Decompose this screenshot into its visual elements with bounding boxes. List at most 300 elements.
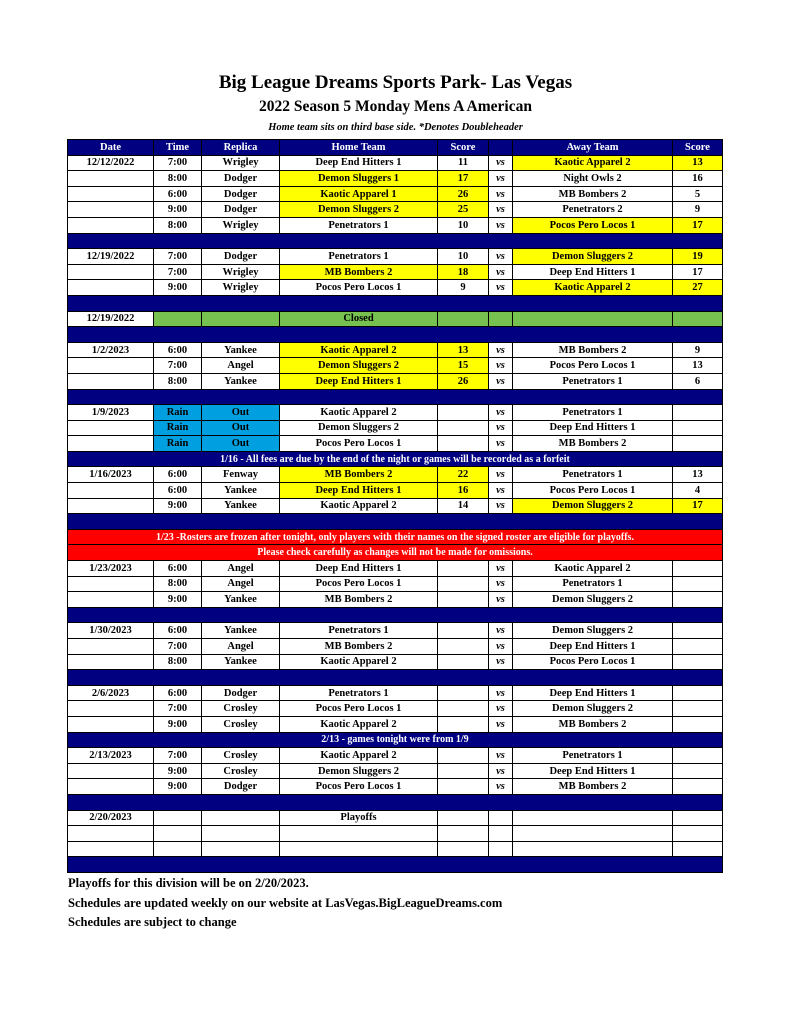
- table-row: [68, 498, 723, 514]
- replica-cell: Crosley: [202, 763, 280, 779]
- home-score-cell: [438, 436, 489, 452]
- away-score-cell: [673, 405, 723, 421]
- replica-cell: Wrigley: [202, 155, 280, 171]
- out-cell: Out: [202, 405, 280, 421]
- col-home-score: Score: [438, 140, 489, 156]
- table-row: [68, 685, 723, 701]
- table-row: [68, 716, 723, 732]
- away-team-cell: Pocos Pero Locos 1: [513, 358, 673, 374]
- away-score-cell: [673, 685, 723, 701]
- vs-cell: vs: [489, 171, 513, 187]
- table-row: [68, 373, 723, 389]
- time-cell: 6:00: [154, 685, 202, 701]
- away-team-cell: Deep End Hitters 1: [513, 639, 673, 655]
- home-score-cell: [438, 420, 489, 436]
- home-score-cell: 26: [438, 373, 489, 389]
- table-row: [68, 171, 723, 187]
- home-team-cell: Penetrators 1: [280, 217, 438, 233]
- table-row: [68, 342, 723, 358]
- date-cell: 1/16/2023: [68, 467, 154, 483]
- replica-cell: Wrigley: [202, 217, 280, 233]
- home-team-cell: Pocos Pero Locos 1: [280, 779, 438, 795]
- time-cell: 6:00: [154, 483, 202, 499]
- time-cell: 7:00: [154, 639, 202, 655]
- away-score-cell: [673, 701, 723, 717]
- separator-row: [68, 389, 723, 405]
- away-team-cell: Pocos Pero Locos 1: [513, 217, 673, 233]
- replica-cell: Angel: [202, 576, 280, 592]
- replica-cell: Dodger: [202, 171, 280, 187]
- away-team-cell: Kaotic Apparel 2: [513, 155, 673, 171]
- replica-cell: Angel: [202, 639, 280, 655]
- away-team-cell: Penetrators 1: [513, 748, 673, 764]
- date-cell: [68, 483, 154, 499]
- vs-cell: vs: [489, 716, 513, 732]
- vs-cell: vs: [489, 249, 513, 265]
- vs-cell: vs: [489, 358, 513, 374]
- separator-row: [68, 233, 723, 249]
- page-title: Big League Dreams Sports Park- Las Vegas: [218, 72, 573, 93]
- separator-row: [68, 857, 723, 873]
- home-team-cell: Kaotic Apparel 2: [280, 716, 438, 732]
- page-subtitle: 2022 Season 5 Monday Mens A American: [259, 98, 532, 115]
- home-team-cell: Deep End Hitters 1: [280, 155, 438, 171]
- away-team-cell: MB Bombers 2: [513, 186, 673, 202]
- fees-notice: 1/16 - All fees are due by the end of the night or games will be recorded as a forfeit: [68, 451, 723, 467]
- time-cell: 7:00: [154, 155, 202, 171]
- vs-cell: vs: [489, 748, 513, 764]
- out-cell: Out: [202, 436, 280, 452]
- vs-cell: vs: [489, 561, 513, 577]
- away-score-cell: 17: [673, 217, 723, 233]
- table-row: [68, 186, 723, 202]
- table-row: [68, 436, 723, 452]
- away-score-cell: [673, 716, 723, 732]
- time-cell: 7:00: [154, 748, 202, 764]
- away-team-cell: Penetrators 1: [513, 373, 673, 389]
- home-score-cell: 11: [438, 155, 489, 171]
- roster-notice-row: [68, 529, 723, 545]
- home-score-cell: 14: [438, 498, 489, 514]
- away-score-cell: 19: [673, 249, 723, 265]
- col-date: Date: [68, 140, 154, 156]
- vs-cell: vs: [489, 685, 513, 701]
- header-row: [68, 140, 723, 156]
- home-score-cell: 26: [438, 186, 489, 202]
- home-team-cell: Demon Sluggers 2: [280, 358, 438, 374]
- replica-cell: Wrigley: [202, 264, 280, 280]
- home-team-cell: Pocos Pero Locos 1: [280, 576, 438, 592]
- away-team-cell: Deep End Hitters 1: [513, 685, 673, 701]
- vs-cell: vs: [489, 280, 513, 296]
- table-row: [68, 639, 723, 655]
- home-score-cell: 17: [438, 171, 489, 187]
- roster-notice-line1: 1/23 -Rosters are frozen after tonight, only players with their names on the signed roster are eligible for playoffs.: [68, 529, 723, 545]
- table-row: [68, 483, 723, 499]
- home-team-cell: Penetrators 1: [280, 623, 438, 639]
- home-score-cell: 10: [438, 249, 489, 265]
- table-row: [68, 358, 723, 374]
- home-team-cell: MB Bombers 2: [280, 264, 438, 280]
- replica-cell: Crosley: [202, 716, 280, 732]
- vs-cell: vs: [489, 639, 513, 655]
- table-row: [68, 826, 723, 842]
- date-cell: [68, 654, 154, 670]
- separator-row: [68, 794, 723, 810]
- away-score-cell: 5: [673, 186, 723, 202]
- replica-cell: Wrigley: [202, 280, 280, 296]
- away-team-cell: Deep End Hitters 1: [513, 420, 673, 436]
- replica-cell: Dodger: [202, 202, 280, 218]
- home-team-cell: Deep End Hitters 1: [280, 373, 438, 389]
- home-score-cell: 25: [438, 202, 489, 218]
- home-score-cell: [438, 561, 489, 577]
- separator-row: [68, 607, 723, 623]
- home-score-cell: [438, 716, 489, 732]
- home-score-cell: 18: [438, 264, 489, 280]
- replica-cell: Crosley: [202, 701, 280, 717]
- col-replica: Replica: [202, 140, 280, 156]
- away-score-cell: [673, 420, 723, 436]
- vs-cell: vs: [489, 373, 513, 389]
- rain-cell: Rain: [154, 436, 202, 452]
- vs-cell: vs: [489, 483, 513, 499]
- time-cell: 7:00: [154, 264, 202, 280]
- away-team-cell: Demon Sluggers 2: [513, 249, 673, 265]
- away-score-cell: [673, 639, 723, 655]
- home-score-cell: 22: [438, 467, 489, 483]
- away-score-cell: [673, 561, 723, 577]
- home-team-cell: Penetrators 1: [280, 685, 438, 701]
- time-cell: 6:00: [154, 186, 202, 202]
- rain-cell: Rain: [154, 405, 202, 421]
- away-score-cell: [673, 436, 723, 452]
- away-team-cell: MB Bombers 2: [513, 716, 673, 732]
- home-team-cell: Demon Sluggers 1: [280, 171, 438, 187]
- table-row: [68, 592, 723, 608]
- table-row: [68, 155, 723, 171]
- table-row: [68, 217, 723, 233]
- vs-cell: vs: [489, 436, 513, 452]
- home-team-cell: Kaotic Apparel 2: [280, 748, 438, 764]
- vs-cell: vs: [489, 186, 513, 202]
- away-team-cell: Demon Sluggers 2: [513, 623, 673, 639]
- date-cell: 1/30/2023: [68, 623, 154, 639]
- time-cell: 6:00: [154, 623, 202, 639]
- away-score-cell: [673, 763, 723, 779]
- replica-cell: Yankee: [202, 342, 280, 358]
- time-cell: 8:00: [154, 654, 202, 670]
- date-cell: 1/2/2023: [68, 342, 154, 358]
- replica-cell: Fenway: [202, 467, 280, 483]
- separator-row: [68, 327, 723, 343]
- vs-cell: vs: [489, 342, 513, 358]
- time-cell: 9:00: [154, 498, 202, 514]
- home-team-cell: Deep End Hitters 1: [280, 561, 438, 577]
- feb13-notice-row: [68, 732, 723, 748]
- date-cell: [68, 264, 154, 280]
- out-cell: Out: [202, 420, 280, 436]
- away-score-cell: 27: [673, 280, 723, 296]
- away-team-cell: Penetrators 1: [513, 467, 673, 483]
- footer-website-note: Schedules are updated weekly on our website at LasVegas.BigLeagueDreams.com: [68, 896, 503, 910]
- vs-cell: vs: [489, 420, 513, 436]
- vs-cell: vs: [489, 498, 513, 514]
- away-score-cell: 9: [673, 342, 723, 358]
- table-row: [68, 249, 723, 265]
- date-cell: 2/6/2023: [68, 685, 154, 701]
- footer-change-note: Schedules are subject to change: [68, 915, 237, 929]
- date-cell: 2/13/2023: [68, 748, 154, 764]
- table-row: [68, 654, 723, 670]
- col-home-team: Home Team: [280, 140, 438, 156]
- date-cell: [68, 420, 154, 436]
- away-team-cell: MB Bombers 2: [513, 436, 673, 452]
- date-cell: [68, 373, 154, 389]
- home-team-cell: Pocos Pero Locos 1: [280, 436, 438, 452]
- separator-row: [68, 670, 723, 686]
- home-team-cell: Kaotic Apparel 1: [280, 186, 438, 202]
- home-team-cell: Demon Sluggers 2: [280, 763, 438, 779]
- table-row: [68, 779, 723, 795]
- away-score-cell: 13: [673, 358, 723, 374]
- time-cell: 9:00: [154, 763, 202, 779]
- date-cell: [68, 592, 154, 608]
- home-team-note: Home team sits on third base side. *Denotes Doubleheader: [268, 122, 523, 133]
- home-score-cell: 10: [438, 217, 489, 233]
- table-row: [68, 202, 723, 218]
- time-cell: 9:00: [154, 202, 202, 218]
- away-team-cell: Night Owls 2: [513, 171, 673, 187]
- away-team-cell: Demon Sluggers 2: [513, 498, 673, 514]
- away-team-cell: MB Bombers 2: [513, 779, 673, 795]
- vs-cell: vs: [489, 701, 513, 717]
- time-cell: 9:00: [154, 779, 202, 795]
- home-score-cell: [438, 639, 489, 655]
- time-cell: 8:00: [154, 171, 202, 187]
- vs-cell: vs: [489, 467, 513, 483]
- playoffs-label: Playoffs: [280, 810, 438, 826]
- date-cell: [68, 202, 154, 218]
- date-cell: 12/19/2022: [68, 249, 154, 265]
- table-row: [68, 623, 723, 639]
- date-cell: 12/19/2022: [68, 311, 154, 327]
- col-away-team: Away Team: [513, 140, 673, 156]
- time-cell: 6:00: [154, 342, 202, 358]
- home-team-cell: Pocos Pero Locos 1: [280, 280, 438, 296]
- roster-notice-row: [68, 545, 723, 561]
- time-cell: 6:00: [154, 561, 202, 577]
- date-cell: [68, 217, 154, 233]
- table-row: [68, 701, 723, 717]
- table-row: [68, 467, 723, 483]
- home-team-cell: MB Bombers 2: [280, 467, 438, 483]
- away-team-cell: Demon Sluggers 2: [513, 592, 673, 608]
- vs-cell: vs: [489, 763, 513, 779]
- date-cell: [68, 716, 154, 732]
- home-score-cell: [438, 592, 489, 608]
- away-score-cell: [673, 623, 723, 639]
- away-score-cell: 9: [673, 202, 723, 218]
- away-score-cell: 17: [673, 264, 723, 280]
- home-team-cell: Demon Sluggers 2: [280, 420, 438, 436]
- table-row: [68, 748, 723, 764]
- home-team-cell: Kaotic Apparel 2: [280, 498, 438, 514]
- table-row: [68, 264, 723, 280]
- away-score-cell: 17: [673, 498, 723, 514]
- home-team-cell: Kaotic Apparel 2: [280, 342, 438, 358]
- rain-cell: Rain: [154, 420, 202, 436]
- away-team-cell: Penetrators 2: [513, 202, 673, 218]
- replica-cell: Dodger: [202, 779, 280, 795]
- home-team-cell: Deep End Hitters 1: [280, 483, 438, 499]
- home-team-cell: MB Bombers 2: [280, 592, 438, 608]
- replica-cell: Yankee: [202, 498, 280, 514]
- home-score-cell: 15: [438, 358, 489, 374]
- time-cell: 8:00: [154, 217, 202, 233]
- date-cell: [68, 779, 154, 795]
- date-cell: [68, 186, 154, 202]
- away-score-cell: 16: [673, 171, 723, 187]
- away-team-cell: Pocos Pero Locos 1: [513, 483, 673, 499]
- time-cell: 8:00: [154, 576, 202, 592]
- date-cell: [68, 498, 154, 514]
- away-score-cell: 4: [673, 483, 723, 499]
- away-score-cell: 13: [673, 155, 723, 171]
- home-team-cell: Demon Sluggers 2: [280, 202, 438, 218]
- closed-label: Closed: [280, 311, 438, 327]
- replica-cell: Angel: [202, 358, 280, 374]
- roster-notice-line2: Please check carefully as changes will not be made for omissions.: [68, 545, 723, 561]
- col-away-score: Score: [673, 140, 723, 156]
- schedule-table: [67, 139, 723, 873]
- date-cell: [68, 280, 154, 296]
- home-score-cell: [438, 779, 489, 795]
- home-score-cell: [438, 576, 489, 592]
- date-cell: 1/9/2023: [68, 405, 154, 421]
- home-team-cell: Kaotic Apparel 2: [280, 654, 438, 670]
- home-score-cell: 13: [438, 342, 489, 358]
- replica-cell: Dodger: [202, 186, 280, 202]
- replica-cell: Dodger: [202, 685, 280, 701]
- date-cell: [68, 436, 154, 452]
- table-row: [68, 841, 723, 857]
- table-row: [68, 280, 723, 296]
- separator-row: [68, 295, 723, 311]
- replica-cell: Crosley: [202, 748, 280, 764]
- away-team-cell: Kaotic Apparel 2: [513, 561, 673, 577]
- date-cell: [68, 763, 154, 779]
- vs-cell: vs: [489, 264, 513, 280]
- home-score-cell: 9: [438, 280, 489, 296]
- home-score-cell: [438, 763, 489, 779]
- home-score-cell: [438, 654, 489, 670]
- table-row: [68, 561, 723, 577]
- away-score-cell: [673, 748, 723, 764]
- home-team-cell: MB Bombers 2: [280, 639, 438, 655]
- replica-cell: Yankee: [202, 623, 280, 639]
- replica-cell: Yankee: [202, 592, 280, 608]
- closed-row: [68, 311, 723, 327]
- time-cell: 6:00: [154, 467, 202, 483]
- home-team-cell: Pocos Pero Locos 1: [280, 701, 438, 717]
- fees-notice-row: [68, 451, 723, 467]
- away-score-cell: [673, 779, 723, 795]
- time-cell: 9:00: [154, 592, 202, 608]
- col-time: Time: [154, 140, 202, 156]
- time-cell: 8:00: [154, 373, 202, 389]
- vs-cell: vs: [489, 623, 513, 639]
- away-score-cell: 13: [673, 467, 723, 483]
- home-team-cell: Kaotic Apparel 2: [280, 405, 438, 421]
- table-row: [68, 763, 723, 779]
- footer-playoffs-note: Playoffs for this division will be on 2/20/2023.: [68, 876, 309, 890]
- vs-cell: vs: [489, 202, 513, 218]
- table-row: [68, 405, 723, 421]
- date-cell: [68, 701, 154, 717]
- separator-row: [68, 514, 723, 530]
- away-team-cell: Pocos Pero Locos 1: [513, 654, 673, 670]
- away-team-cell: Penetrators 1: [513, 405, 673, 421]
- date-cell: [68, 171, 154, 187]
- home-score-cell: [438, 623, 489, 639]
- col-vs: [489, 140, 513, 156]
- date-cell: [68, 576, 154, 592]
- replica-cell: Angel: [202, 561, 280, 577]
- away-team-cell: Deep End Hitters 1: [513, 763, 673, 779]
- date-cell: [68, 639, 154, 655]
- away-score-cell: [673, 654, 723, 670]
- table-row: [68, 576, 723, 592]
- date-cell: 1/23/2023: [68, 561, 154, 577]
- vs-cell: vs: [489, 592, 513, 608]
- home-score-cell: [438, 405, 489, 421]
- vs-cell: vs: [489, 405, 513, 421]
- time-cell: 7:00: [154, 358, 202, 374]
- home-score-cell: [438, 701, 489, 717]
- replica-cell: Yankee: [202, 373, 280, 389]
- vs-cell: vs: [489, 155, 513, 171]
- away-score-cell: [673, 576, 723, 592]
- away-team-cell: Kaotic Apparel 2: [513, 280, 673, 296]
- date-cell: 12/12/2022: [68, 155, 154, 171]
- time-cell: 7:00: [154, 249, 202, 265]
- away-score-cell: 6: [673, 373, 723, 389]
- feb13-notice: 2/13 - games tonight were from 1/9: [68, 732, 723, 748]
- date-cell: [68, 358, 154, 374]
- away-team-cell: Deep End Hitters 1: [513, 264, 673, 280]
- table-row: [68, 420, 723, 436]
- away-team-cell: Penetrators 1: [513, 576, 673, 592]
- home-team-cell: Penetrators 1: [280, 249, 438, 265]
- replica-cell: Dodger: [202, 249, 280, 265]
- home-score-cell: [438, 748, 489, 764]
- away-score-cell: [673, 592, 723, 608]
- home-score-cell: 16: [438, 483, 489, 499]
- replica-cell: Yankee: [202, 483, 280, 499]
- vs-cell: vs: [489, 779, 513, 795]
- time-cell: 9:00: [154, 716, 202, 732]
- date-cell: 2/20/2023: [68, 810, 154, 826]
- playoffs-row: [68, 810, 723, 826]
- time-cell: 9:00: [154, 280, 202, 296]
- vs-cell: vs: [489, 654, 513, 670]
- vs-cell: vs: [489, 217, 513, 233]
- time-cell: 7:00: [154, 701, 202, 717]
- away-team-cell: MB Bombers 2: [513, 342, 673, 358]
- away-team-cell: Demon Sluggers 2: [513, 701, 673, 717]
- replica-cell: Yankee: [202, 654, 280, 670]
